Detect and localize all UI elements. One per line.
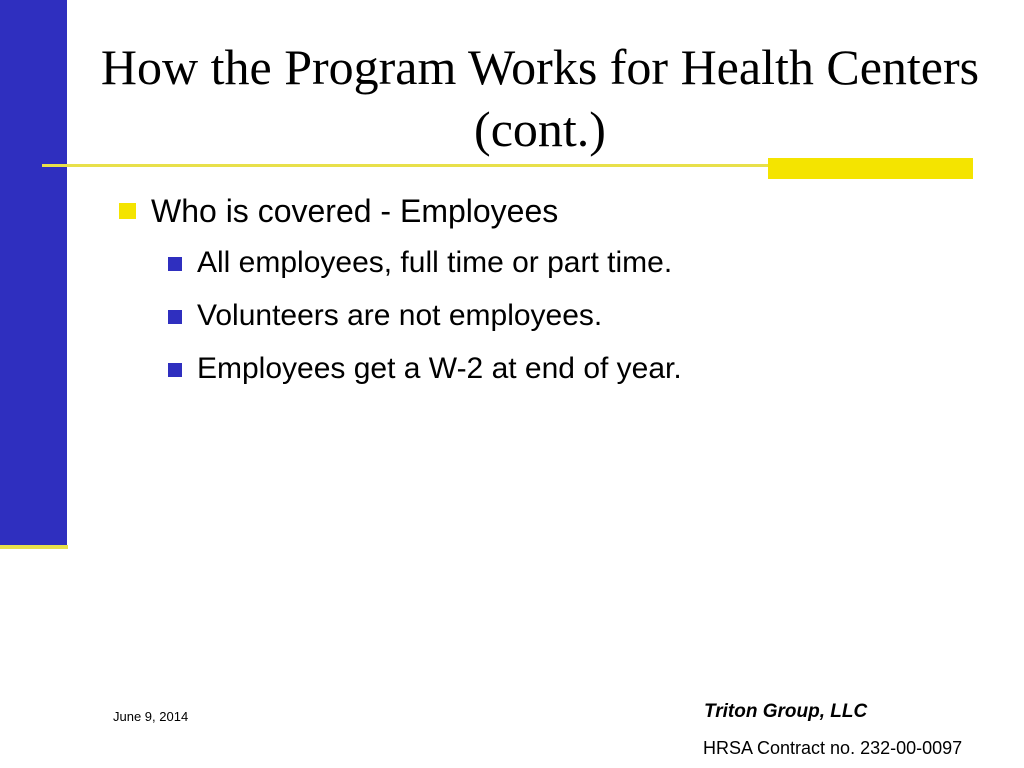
sub-bullet-text: All employees, full time or part time. (197, 246, 673, 279)
footer-company-name: Triton Group, LLC (704, 701, 868, 722)
square-bullet-icon (168, 257, 182, 271)
footer-date: June 9, 2014 (113, 709, 189, 724)
sub-bullet-text: Employees get a W-2 at end of year. (197, 352, 682, 385)
title-divider-line (42, 164, 770, 167)
left-accent-bar (0, 0, 67, 545)
slide-title: How the Program Works for Health Centers (cont.) (100, 39, 980, 157)
square-bullet-icon (168, 363, 182, 377)
square-bullet-icon (168, 310, 182, 324)
sub-bullet-item (118, 350, 998, 388)
sub-bullet-item (118, 244, 998, 282)
sub-bullet-item (118, 297, 998, 335)
footer-contract-number: HRSA Contract no. 232-00-0097 (703, 738, 963, 758)
bullet-heading-text: Who is covered - Employees (151, 193, 559, 229)
sub-bullet-text: Volunteers are not employees. (197, 299, 603, 332)
left-accent-underline (0, 545, 68, 549)
bullet-list (118, 190, 998, 403)
square-bullet-icon (119, 203, 136, 219)
bullet-level-1 (118, 190, 998, 232)
title-accent-block (768, 158, 973, 179)
